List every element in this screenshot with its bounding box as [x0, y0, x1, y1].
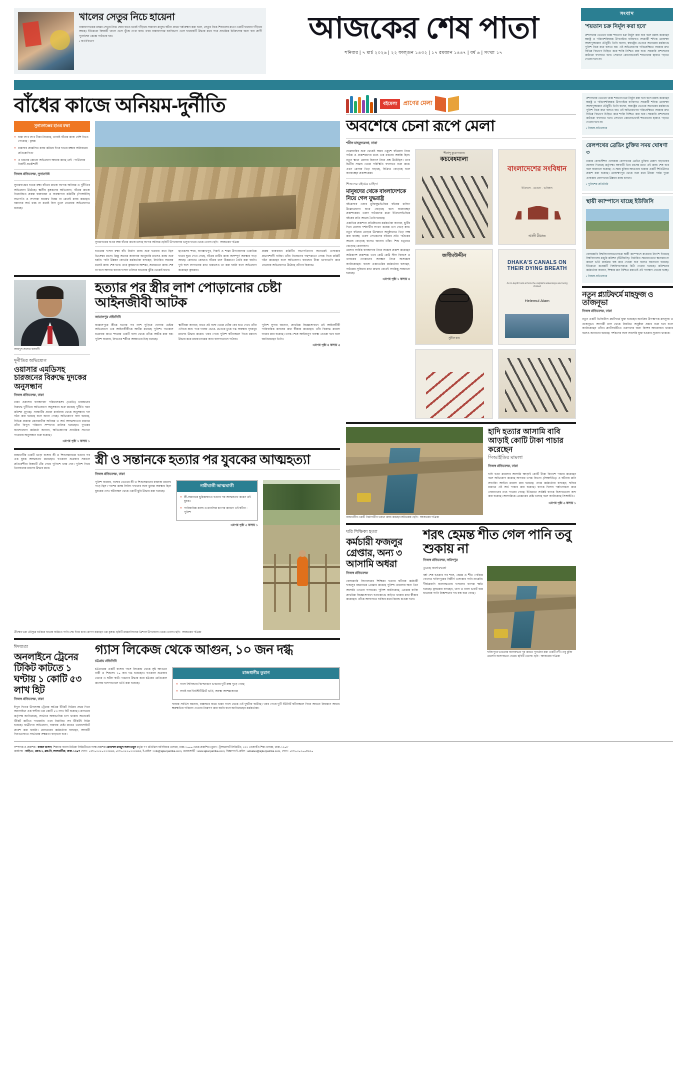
gas-box-title: রাজধানীর তুরাগ [173, 668, 339, 679]
book-title: জসীমউদ্দীন [442, 252, 467, 259]
hadi-story [346, 427, 576, 520]
page-footer [14, 741, 673, 753]
masthead [272, 8, 575, 57]
book-author: Helemul Alam [524, 297, 550, 303]
gas-byline: চট্টগ্রাম প্রতিনিধি [95, 658, 117, 663]
book-cover[interactable] [498, 249, 576, 345]
murder-col-2: স্থানীয়রা জানান, রাতে ওই বাসা থেকে ধোঁয়া বের হতে দেখে তাঁরা এগিয়ে যান। পরে দরজা ভেঙে ভেতরে ঢুকে দগ্ধ অবস্থায় গৃহবধূর মরদেহ উদ্ধার করেন। খবর পেয়ে পুলিশ ঘটনাস্থলে গিয়ে মরদেহ উদ্ধার করে ময়নাতদন্তের জন্য হাসপাতালে পাঠায়। [178, 322, 257, 341]
sidebar-header: সংবাদ [581, 8, 673, 21]
gas-headline[interactable]: গ্যাস লিকেজ থেকে আগুন, ১০ জন দগ্ধ [95, 641, 293, 657]
sidebar-item-0[interactable] [582, 93, 673, 135]
river-byline: নিজস্ব প্রতিবেদক, ফরিদপুর [423, 558, 458, 563]
sidebar-item-0-headline[interactable]: 'শয়তান চক্র নির্মূল করা হবে' [585, 24, 647, 30]
field-photo [263, 480, 340, 630]
field-photo-wrap [263, 480, 340, 630]
platform-byline: নিজস্ব প্রতিবেদক, ঢাকা [582, 309, 612, 314]
suicide-byline: নিজস্ব প্রতিবেদক, ঢাকা [95, 472, 125, 477]
column-left [14, 93, 340, 737]
suicide-col-1: রাজধানীর একটি ভাড়া বাসায় স্ত্রী ও শিশুসন্তানকে হত্যার পর এক যুবক আত্মহত্যা করেছেন। গতকাল শুক্রবার সকালে প্রতিবেশীরা বিষয়টি টের পেয়ে পুলিশে খবর দেন। পুলিশ গিয়ে তিনজনের মরদেহ উদ্ধার করে। [14, 452, 90, 471]
portrait-photo [14, 280, 86, 346]
portrait-kicker: দুর্নীতির অভিযোগ [14, 357, 47, 363]
murder-story [95, 280, 340, 444]
bookfair-banner [346, 93, 576, 115]
gas-pullbox [172, 667, 340, 700]
portrait-caption: আবদুস সালাম বাঙ্গালী [14, 346, 40, 351]
river-story [423, 528, 576, 659]
book-cover[interactable] [415, 349, 493, 419]
book-cover[interactable] [415, 149, 493, 245]
sidebar-item-2-headline[interactable]: স্থায়ী ক্যাম্পাসে যাচ্ছে ইউজিসি [586, 198, 654, 205]
footer-publisher-name: মোহাম্মদ মাহমুদ আল মামুন [106, 745, 136, 750]
lead-bullet-list [14, 135, 90, 166]
teaser-box[interactable] [14, 8, 266, 74]
book-subtitle: ইতিহাস · চেতনা · ভবিষ্যৎ [521, 185, 553, 190]
lead-col-1: হাওরের ফসল রক্ষা বাঁধ নির্মাণ কাজ শুরু হওয়ার কথা ছিল ডিসেম্বর মাসে। কিন্তু অনেক জায়গায় জানুয়ারি মাসেও কাজ শুরু হয়নি। পানি উন্নয়ন বোর্ডের কর্মকর্তারা বলছেন, নির্ধারিত সময়ের মধ্যেই কাজ শেষ হবে। তবে কৃষকদের আশঙ্কা, সময়মতো কাজ শেষ না হলে আগাম বন্যায় ফসল তলিয়ে যাওয়ার ঝুঁকি থেকেই যাবে। [95, 249, 174, 272]
bookfair-col-2: একাধিক প্রকাশনা প্রতিষ্ঠানের কর্মকর্তারা জানান, ছুটির দিনে মেলায় দর্শনার্থীর সংখ্যা কয়েক গুণ বেড়ে যায়। নতুন বইয়ের মোড়ক উন্মোচন অনুষ্ঠানেও ভিড় লক্ষ করা যাচ্ছে। তরুণ লেখকদের বইয়ের প্রতি পাঠকের আগ্রহ বেড়েছে বলেও জানান তাঁরা। শিশু চত্বরেও বেড়েছে কোলাহল। [346, 220, 411, 248]
hadi-jump[interactable]: এরপর পৃষ্ঠা ৩ কলাম ১ [548, 500, 577, 505]
suicide-box-bullet: » স্ত্রী-সন্তানকে ছুরিকাঘাতে হত্যার পর আত্মহত্যা করেন ওই যুবক। [180, 495, 254, 504]
river-headline[interactable]: শরৎ হেমন্ত শীত গেল পানি তবু শুকায় না [423, 526, 572, 557]
footer-office-address: বাড়ি-৮, রোড-২, ব্লক-বি, লালমাটিয়া, ঢাকা-১২০৭ [25, 749, 81, 754]
lead-bullets-col [14, 121, 90, 272]
teacher-story [346, 528, 418, 659]
lead-bullet: » যারা লাখ লাখ টাকা নিয়েছে, তারাই বাঁধের কাজ বেশি নিতে পেরেছে : কৃষক [14, 135, 90, 144]
suicide-box-bullet: » পারিবারিক কলহ ও মানসিক চাপের কারণে এই ঘটনা : পুলিশ [180, 506, 254, 515]
teacher-body: বেসরকারি বিদ্যালয়ের শিক্ষিকা হত্যার ঘটনায় কর্মচারী ফজলুর রহমানকে গ্রেপ্তার করেছে পুলিশ। মামলার অন্য তিন আসামি এখনো পলাতক। পুলিশ জানিয়েছে, গ্রেপ্তার ব্যক্তি প্রাথমিক জিজ্ঞাসাবাদে হত্যাকাণ্ডে জড়িত থাকার কথা স্বীকার করেছেন। তাঁকে আদালতে হাজির করে রিমান্ড চাওয়া হবে। [346, 578, 419, 602]
bookfair-col-3: মেলার সার্বিক ব্যবস্থাপনা নিয়ে সন্তোষ প্রকাশ করেছেন অধিকাংশ প্রকাশক। তবে কেউ কেউ স্টল বিন্যাস ও খাবারের দোকানের অবস্থান নিয়ে অসন্তোষ জানিয়েছেন। বাংলা একাডেমির কর্মকর্তারা বলছেন, পাঠকের সুবিধার কথা মাথায় রেখেই সবকিছু সাজানো হয়েছে। [346, 248, 411, 276]
murder-col-1: জামালপুরে স্ত্রীকে হত্যার পর লাশ পুড়িয়ে ফেলার চেষ্টার অভিযোগে এক আইনজীবীকে আটক করেছে পুলিশ। গতকাল শুক্রবার রাতে শহরের একটি বাসা থেকে তাঁকে আটক করা হয়। পুলিশ জানায়, নিহতের শরীরে আঘাতের চিহ্ন রয়েছে। [95, 322, 174, 341]
sidebar-item-2-body: বেসরকারি বিশ্ববিদ্যালয়গুলোকে স্থায়ী ক্যাম্পাসে যাওয়ার নির্দেশ দিয়েছে বিশ্ববিদ্যালয় মঞ্জুরি কমিশন (ইউজিসি)। নির্ধারিত সময়ের মধ্যে স্থানান্তর না করলে ভর্তি কার্যক্রম বন্ধ করে দেওয়া হবে বলেও জানানো হয়েছে। ইতিমধ্যে কয়েকটি বিশ্ববিদ্যালয়কে চিঠি দেওয়া হয়েছে। কমিশনের কর্মকর্তারা জানান, শিক্ষার মান নিশ্চিত করতেই এই পদক্ষেপ নেওয়া হচ্ছে। [586, 251, 669, 272]
books-row-icon [346, 95, 377, 113]
suicide-pullbox [176, 480, 258, 630]
river-kicker: ডুবছে জলাবদ্ধতা [423, 565, 447, 570]
ticket-kicker: ঈদযাত্রা [14, 643, 29, 649]
teaser-body: নারায়ণগঞ্জের মহল্লা সেতুর নিচে ঘেরা হাতে ধরেই দাঁড়িয়ে সাধারণ মানুষ। ঘটনা প্রথম পর্যবেক্ষণ করা হলে, সেতুর নিচে শিয়ালের মতো একটি হায়েনা দাঁড়িয়ে আছে। ইতিমধ্যে বিষয়টি খালে এসে খুঁজে দেখা যায়। খবর নারায়ণগঞ্জ বনবিভাগ এসে হায়েনাটি উদ্ধার করে পরে প্রাথমিক চিকিৎসার জন্য বন্য প্রাণী পুনর্বাসন কেন্দ্রে পাঠানো হয়। [79, 25, 262, 38]
teacher-headline[interactable]: কর্মচারী ফজলুর গ্রেপ্তার, অন্য ৩ আসামি অধরা [346, 536, 403, 570]
sidebar-photo [586, 209, 669, 249]
book-covers-col-2 [498, 149, 576, 419]
book-author: সুনীল রায় [448, 335, 460, 340]
bookfair-tag[interactable]: বইমেলা [380, 99, 400, 109]
gas-col-2: ফায়ার সার্ভিস জানায়, রান্নাঘরে জমে থাকা গ্যাস থেকে এই দুর্ঘটনা ঘটেছে। খবর পেয়ে দুটি ইউনিট ঘটনাস্থলে গিয়ে আগুন নিয়ন্ত্রণে আনে। ক্ষয়ক্ষতির পরিমাণ এখনো নিরূপণ করা হয়নি বলে জানিয়েছেন কর্মকর্তারা। [172, 701, 341, 711]
section-divider-bar [14, 80, 673, 90]
book-title: কচবেধমালা [440, 156, 469, 163]
suicide-jump[interactable]: এরপর পৃষ্ঠা ৫ কলাম ১ [230, 522, 258, 527]
bookfair-col-1: ফেব্রুয়ারির শুরু থেকেই অমর একুশে বইমেলা নিয়ে পাঠক ও প্রকাশকদের মধ্যে এক ধরনের অস্বস্তি ছিল। নতুন স্থানে মেলার বিন্যাস নিয়ে প্রশ্ন উঠেছিল। তবে দ্বিতীয় সপ্তাহ থেকে পরিস্থিতি বদলাতে শুরু করে। এখন মেলায় ভিড় বাড়ছে, বিক্রিও বেড়েছে বলে জানাচ্ছেন প্রকাশকেরা। [346, 148, 411, 176]
footer-office-label: কার্যালয় : [14, 749, 26, 754]
portrait-byline: নিজস্ব প্রতিবেদক, ঢাকা [14, 392, 44, 397]
masthead-dateline: শনিবার | ৭ মার্চ ২০২৬ | ২২ ফাল্গুন ১৪৩২ | ১৭ রমজান ১৪৪৭ | বর্ষ ৬ | সংখ্যা ১৭ [344, 50, 503, 55]
bookfair-text-col [346, 149, 410, 419]
murder-col-3: পুলিশ সুপার জানান, প্রাথমিক জিজ্ঞাসাবাদে ওই আইনজীবী পারিবারিক কলহের কথা স্বীকার করেছেন। তাঁর বিরুদ্ধে মামলা দায়ের করা হয়েছে। তদন্ত শেষে আইনানুগ ব্যবস্থা নেওয়া হবে বলে জানিয়েছেন তিনি। [261, 322, 341, 341]
book-title: বাংলাদেশের সংবিধান [507, 165, 567, 173]
sidebar-item-1-body: ঢাকার রেলস্টেশন এলাকায় রেলপথের ব্রেডিং চুক্তির মেয়াদ বাড়ানোর ঘোষণা দিয়েছে কর্তৃপক্ষ। আগামী তিন মাসের মধ্যে এই কাজ শেষ হবে বলে জানানো হয়েছে। এ সময় চুক্তির আওতায় থাকার একটি শিডিউলও প্রকাশ করা হয়েছে। মোহাম্মদপুর থেকে শুরু করে উত্তরা পর্যন্ত পুরো এলাকায় রেলপথের উন্নয়ন কাজ চলবে। [586, 159, 669, 180]
portrait-jump[interactable]: এরপর পৃষ্ঠা ২ কলাম ১ [62, 438, 90, 443]
newspaper-title[interactable]: আজকের শেষ পাতা [308, 12, 539, 45]
hadi-subhead: সিআইডির মামলা [488, 454, 523, 461]
sidebar-item-0-preview[interactable] [581, 21, 673, 69]
bookfair-headline[interactable]: অবশেষে চেনা রূপে মেলা [346, 118, 495, 135]
open-book-icon [435, 97, 459, 111]
bookfair-mid-kicker: শিশুদের বইয়ের চাহিদা [346, 182, 378, 187]
book-subtitle: An in-depth look at how the capital's waterways are being choked [506, 281, 568, 288]
sidebar-item-2[interactable] [582, 196, 673, 283]
river-col-1: বর্ষা শেষ হওয়ার পর শরৎ, হেমন্ত ও শীত পেরিয়ে গেলেও ফরিদপুরের বিস্তীর্ণ এলাকার পানি নামেনি। দীর্ঘমেয়াদি জলাবদ্ধতায় ফসলের ব্যাপক ক্ষতি হয়েছে। কৃষকেরা বলছেন, খাল ও নালা ভরাট হয়ে যাওয়ায় পানি নিষ্কাশনের পথ বন্ধ হয়ে গেছে। [423, 572, 484, 596]
book-author: শীর্ষেন্দু মুখোপাধ্যায় [443, 150, 465, 155]
lead-headline[interactable]: বাঁধের কাজে অনিয়ম-দুর্নীতি [14, 95, 226, 117]
lead-bullet: » এ ধরনের কোনো অভিযোগ আমার কাছে নেই : পাউবোর নির্বাহী প্রকৌশলী [14, 158, 90, 167]
sidebar-item-0-body: প্রশাসনের ভেতরে থাকা শয়তান চক্র নির্মূল করা হবে বলে মন্তব্য করেছেন স্বরাষ্ট্র ও পরিবেশবিষয়ক উপদেষ্টার ব্যক্তিগত সহকারী শফিক মোহাম্মদ আসাদুজ্জামান চৌধুরী। তিনি বলেন, স্বরাষ্ট্রের ভেতরে অনেকের কর্মকাণ্ডে পুলিশ নিয়ে কথা বলতে হয়। এই অভিযোগের পরিপ্রেক্ষিতে সরকার দ্রুত বিভিন্ন বিভাগে চিহ্নিত করে শাস্তি নিশ্চিত করা হবে। সরকারি প্রশাসনের কাঠামো বদলাতে হবে। সেখানে কোনোভাবেই শয়তানের ছায়াও পড়তে দেওয়া হবে না। [586, 96, 669, 125]
lead-col-3: প্রকল্প বাস্তবায়ন কমিটির সভাপতিদের অনেকেই এলাকার প্রভাবশালী ব্যক্তি। তাঁরা নিজেদের পছন্দমতো লোক দিয়ে কমিটি গঠন করেছেন বলে অভিযোগ। বরাদ্দের টাকা ভাগাভাগি করে নেওয়ার অভিযোগও উঠেছে তাঁদের বিরুদ্ধে। [261, 249, 341, 268]
lead-bullet: » মামলার প্রাক্কলিত কাজ কমিয়ে দিয়ে হাওর রক্ষায় অনিয়মের প্রতিযোগিতা [14, 146, 90, 155]
teaser-headline[interactable]: খালের সেতুর নিচে হায়েনা [79, 12, 175, 23]
portrait-headline[interactable]: ওয়াসার এমডিসহ চারজনের বিরুদ্ধে দুদকের অনুসন্ধান [14, 364, 87, 391]
platform-story [582, 291, 673, 336]
footer-editor-label: সম্পাদক ও প্রকাশক : [14, 745, 38, 750]
suicide-photo-caption: গ্রীষ্মের ভরা মৌসুমে শুকিয়ে যাওয়া জমিতে পানি সেচ দিয়ে চারা রোপণ করছেন এক কৃষক। ছবিটি ময়মনসিংহের ত্রিশাল উপজেলা থেকে তোলা। ছবি : আজকের পত্রিকা [14, 630, 202, 635]
sidebar-item-1-source: • পুলিশের প্রতিনিধি [586, 181, 609, 186]
suicide-col-2: পুলিশ জানায়, বাসার ভেতরে স্ত্রী ও শিশুসন্তানের রক্তাক্ত মরদেহ পড়ে ছিল। পাশের কক্ষে সিলিং ফ্যানের সঙ্গে ঝুলন্ত অবস্থায় ছিল যুবকের দেহ। ঘটনাস্থল থেকে একটি ছুরি উদ্ধার করা হয়েছে। [95, 479, 171, 493]
teacher-kicker: ঘরি শিক্ষিকা হত্যা [346, 528, 378, 534]
portrait-story [14, 280, 90, 444]
ticket-byline: নিজস্ব প্রতিবেদক, ঢাকা [14, 697, 44, 702]
bookfair-subtag: প্রাণের মেলা [403, 101, 433, 107]
bookfair-mid-body: বইমেলায় এবার মুক্তিযুদ্ধভিত্তিক বইয়ের চাহিদা উল্লেখযোগ্য হারে বেড়েছে বলে জানাচ্ছেন প্রকাশকেরা। তরুণ পাঠকদের মধ্যে ইতিহাসভিত্তিক বইয়ের প্রতি আগ্রহ তৈরি হয়েছে। [346, 202, 411, 221]
lead-body: সুনামগঞ্জের হাওর রক্ষা বাঁধের কাজে ব্যাপক অনিয়ম ও দুর্নীতির অভিযোগ উঠেছে। স্থানীয় কৃষকদের অভিযোগ, বাঁধের কাজে নিয়োজিত প্রকল্প বাস্তবায়ন ও ব্যবস্থাপনা কমিটির (পিআইসি) সভাপতি ও সদস্যরা যথাযথ নিয়ম না মেনেই কাজ করছেন। বরাদ্দের অর্থ খরচ না করেই বিল তুলে নেওয়ার অভিযোগও রয়েছে। [14, 182, 90, 210]
bookfair-jump[interactable]: এরপর পৃষ্ঠা ২ কলাম ৪ [382, 277, 411, 282]
main-grid [14, 93, 673, 737]
sidebar-top-slot [581, 8, 673, 69]
sidebar-item-0-source: • নিজস্ব প্রতিবেদক [586, 126, 608, 131]
sidebar-item-1-headline[interactable]: রেলপথের ব্রেডিং চুক্তির সময় ঘোষণা ৩ [586, 143, 668, 157]
teacher-byline: নিজস্ব প্রতিবেদক [346, 571, 368, 576]
hadi-photo-caption: রাজধানীর একটি নির্মাণাধীন ভবনে কাজ করছেন শ্রমিকেরা। ছবি : আজকের পত্রিকা [346, 515, 440, 519]
murder-headline[interactable]: হত্যার পর স্ত্রীর লাশ পোড়ানোর চেষ্টা আইনজীবী আটক [95, 280, 282, 311]
hadi-body: হাদি হত্যা মামলার আসামি আড়াই কোটি টাকা বিদেশে পাচার করেছেন বলে অভিযোগ করেছে অপরাধ তদন্ত বিভাগ (সিআইডি)। এ ঘটনায় মানি লন্ডারিং আইনে মামলা করা হয়েছে। তদন্ত কর্মকর্তারা বলছেন, হুন্ডির মাধ্যমে এই অর্থ পাচার করা হয়েছে। ব্যাংক হিসাব পর্যালোচনা করে লেনদেনের তথ্য পাওয়া গেছে। ইতিমধ্যে সংশ্লিষ্ট ব্যাংক হিসাবগুলো জব্দ করা হয়েছে। আসামিকে গ্রেপ্তারের চেষ্টা চলছে বলে জানিয়েছে সিআইডি। [488, 471, 577, 499]
lead-col-2: ছাতকসহ শহর, জগন্নাথপুর, দিরাই ও শাল্লা উপজেলার একাধিক হাওর ঘুরে দেখা গেছে, বাঁধের মাটির কাজ অসম্পূর্ণ অবস্থায় পড়ে আছে। কোথাও কোথাও বাঁধের ঢাল ঠিকমতো তৈরি করা হয়নি। দুর্বা ঘাস লাগানোর কথা থাকলেও তা করা হয়নি বলে অভিযোগ করেছেন কৃষকরা। [178, 249, 257, 272]
book-covers-col-1 [415, 149, 493, 419]
murder-jump[interactable]: এরপর পৃষ্ঠা ৪ কলাম ৩ [312, 342, 341, 347]
river-photo-caption: ফরিদপুরে ভাঙনের জলাবদ্ধতা দূর করতে পুনর্খনন করা একটি নদী। তবু মুক্তি মেলেনি জলাবদ্ধতা থেকে। ছবিটি ভোলা। ছবি : আজকের পত্রিকা [487, 650, 573, 659]
sidebar-item-2-source: • নিজস্ব প্রতিবেদক [586, 273, 608, 278]
book-cover[interactable] [498, 349, 576, 419]
platform-headline[interactable]: নতুন প্ল্যাটফর্মে মাহফুজ ও তাজনূভা [582, 289, 654, 308]
lead-photo-caption: সুনামগঞ্জের হাওর রক্ষা বাঁধের কাজে চলছে ব্যাপক অনিয়ম। ছবিটি উপজেলার ডলুরা হাওর থেকে তোলা। ছবি : আজকের পত্রিকা [95, 239, 240, 244]
ticket-story [14, 643, 90, 737]
teaser-source: • বার্তাবিভাগ [79, 39, 95, 44]
gas-box-bullet: » সবাই বার্ন ইনস্টিটিউটে ভর্তি, অবস্থা আশঙ্কাজনক [176, 689, 336, 693]
lead-byline: নিজস্ব প্রতিবেদক, সুনামগঞ্জ [14, 171, 50, 176]
bottom-band-center [346, 528, 576, 659]
footer-editor-name: কাকন হাসান [37, 745, 52, 750]
book-author: আলী রীয়াজ [528, 233, 546, 238]
footer-contact: ফোন : +৮৮০২৫৫০২২২৬৬৬, +৮৮০২৫৫০২২২৬৬৬, ই-মেইল : info@ajkerpatrika.com, ওয়েবসাইট : www.ajkerpatrika.com, বিজ্ঞাপন ই-মেইল : adsales@ajkerpatrika.com, ফোন : +৮৮০২০১০০৪৬২০ [80, 749, 314, 754]
construction-photo [346, 427, 483, 515]
book-cover[interactable] [415, 249, 493, 345]
teaser-photo [18, 12, 74, 70]
lead-badge: সুনামগঞ্জের হাওর রক্ষা [14, 121, 90, 132]
hadi-headline[interactable]: হাদি হত্যার আসামি বাবি আড়াই কোটি টাকা পাচার করেছেন [488, 426, 564, 454]
ticket-body: ঈদুল ফিতর উপলক্ষে ট্রেনের অগ্রিম টিকিট বিক্রির প্রথম দিনে অনলাইনে এক ঘণ্টায় এক কোটি ৫৩ লাখ হিট হয়েছে। রেলওয়ে কর্তৃপক্ষ জানিয়েছে, সার্ভারে অস্বাভাবিক চাপ থাকায় অনেকেই টিকিট কাটতে পারেননি। তবে নির্ধারিত সব টিকিটই বিক্রি হয়েছে। যাত্রীদের অভিযোগ, বারবার চেষ্টা করেও ওয়েবসাইটে প্রবেশ করা যায়নি। রেলওয়ের কর্মকর্তারা বলছেন, আগামী দিনগুলোতে সার্ভারের সক্ষমতা বাড়ানো হবে। [14, 704, 90, 737]
ticket-headline[interactable]: অনলাইনে ট্রেনের টিকিট কাটতে ১ ঘণ্টায় ১ কোটি ৫৩ লাখ হিট [14, 651, 82, 696]
river-photo [487, 566, 576, 650]
sidebar-item-1[interactable] [582, 140, 673, 190]
footer-print-info: কর্তৃক ৭৭ মতিঝিল বাণিজ্যিক এলাকা, ঢাকা-১০০০ থেকে প্রকাশিত। মুদ্রণ : ট্রান্সক্রাফট লিমিটেড, ২২১ তেজগাঁও শিল্প এলাকা, ঢাকা-১২০৮ [135, 745, 289, 750]
bottom-band-left [14, 643, 340, 737]
lead-photo [95, 121, 340, 239]
column-center [346, 93, 576, 737]
platform-body: নতুন একটি ডিজিটাল প্ল্যাটফর্মে যুক্ত হয়েছেন জনপ্রিয় উপস্থাপক মাহফুজ ও তাজনূভা। আগামী মাস থেকে নিয়মিত অনুষ্ঠান প্রচার শুরু হবে বলে জানিয়েছেন তাঁরা। প্ল্যাটফর্মটিতে তরুণদের জন্য বিশেষ আয়োজন থাকবে বলেও জানানো হয়েছে। দর্শকদের সঙ্গে সরাসরি যুক্ত হওয়ার সুযোগ থাকবে। [582, 316, 673, 335]
gas-story [95, 643, 340, 737]
suicide-story [14, 453, 340, 635]
bookfair-mid-headline[interactable]: মানুষদের থেকে বাংলাদেশকে নিয়ে গেল যুদ্ধরাষ্ট্র [346, 189, 407, 202]
portrait-body: ঢাকা ওয়াসার ব্যবস্থাপনা পরিচালকসহ (এমডি) চারজনের বিরুদ্ধে দুর্নীতির অভিযোগে অনুসন্ধান শুরু করেছে দুর্নীতি দমন কমিশন (দুদক)। সংস্থাটির প্রধান কার্যালয় থেকে অনুসন্ধান দল গঠন করা হয়েছে বলে জানা গেছে। অভিযোগে বলা হয়েছে, বিভিন্ন প্রকল্পে কেনাকাটায় অনিয়ম ও অর্থ আত্মসাতের মাধ্যমে তাঁরা বিপুল পরিমাণ সম্পদের মালিক হয়েছেন। দুদকের জনসংযোগ কর্মকর্তা জানান, অভিযোগের প্রাথমিক সত্যতা পাওয়ায় অনুসন্ধান শুরু হয়েছে। [14, 400, 90, 437]
lead-photo-col [95, 121, 340, 272]
sidebar-item-0-body-preview: প্রশাসনের ভেতরে থাকা শয়তান চক্র নির্মূল করা হবে বলে মন্তব্য করেছেন স্বরাষ্ট্র ও পরিবেশবিষয়ক উপদেষ্টার ব্যক্তিগত সহকারী শফিক মোহাম্মদ আসাদুজ্জামান চৌধুরী। তিনি বলেন, স্বরাষ্ট্রের ভেতরে অনেকের কর্মকাণ্ডে পুলিশ নিয়ে কথা বলতে হয়। এই অভিযোগের পরিপ্রেক্ষিতে সরকার দ্রুত বিভিন্ন বিভাগে চিহ্নিত করে শাস্তি নিশ্চিত করা হবে। সরকারি প্রশাসনের কাঠামো বদলাতে হবে। সেখানে কোনোভাবেই শয়তানের ছায়াও পড়তে দেওয়া হবে না। [585, 33, 669, 62]
book-cover[interactable] [498, 149, 576, 245]
footer-line-2 [14, 749, 673, 753]
column-right-sidebar [582, 93, 673, 737]
suicide-left-col [14, 453, 90, 630]
bookfair-byline: শরীফ মাহমুদরেজা, ঢাকা [346, 141, 378, 145]
book-title: DHAKA'S CANALS ON THEIR DYING BREATH [507, 259, 567, 272]
suicide-headline[interactable]: স্ত্রী ও সন্তানকে হত্যার পর যুবকের আত্মহত্যা [95, 451, 311, 467]
gas-col-1: চট্টগ্রামের একটি বাসায় গ্যাস লিকেজ থেকে সৃষ্ট আগুনে নারী ও শিশুসহ ১০ জন দগ্ধ হয়েছেন। গতকাল শুক্রবার ভোরে এ ঘটনা ঘটে। দগ্ধদের উদ্ধার করে চট্টগ্রাম মেডিকেল কলেজ হাসপাতালে ভর্তি করা হয়েছে। [95, 666, 167, 685]
top-strip [14, 8, 673, 76]
murder-byline: জামালপুর প্রতিনিধি [95, 315, 121, 320]
footer-publisher-label: , শিকদার বাংলা মিডিয়া লিমিটেডের পক্ষে প্রকাশক [51, 745, 107, 750]
gas-box-bullet: » গ্যাস সিলিন্ডার বিস্ফোরণে ভবনের দুটি কক্ষ পুড়ে গেছে [176, 682, 336, 686]
suicide-box-title: নারীঘাতী আত্মঘাতী [177, 481, 257, 492]
hadi-byline: নিজস্ব প্রতিবেদক, ঢাকা [488, 464, 518, 468]
